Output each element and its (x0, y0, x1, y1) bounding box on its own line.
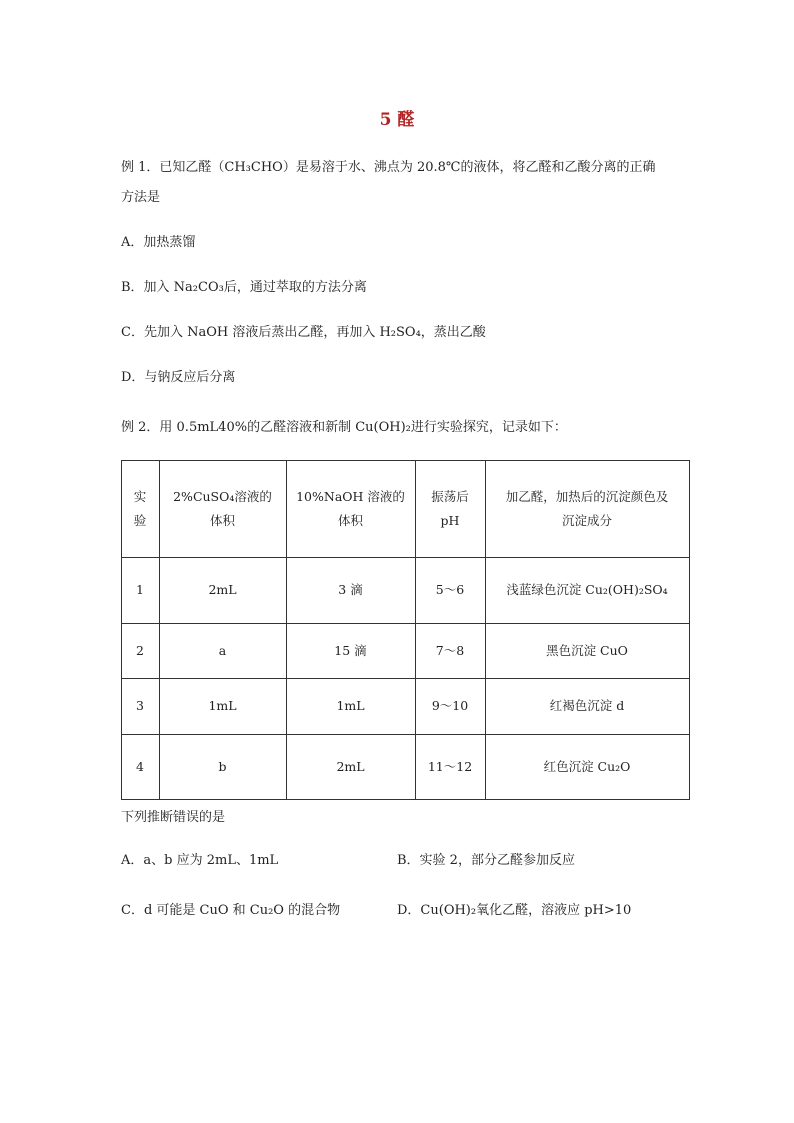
table-cell: 1mL (336, 698, 365, 713)
table-cell: 2mL (208, 582, 237, 597)
table-cell: 2mL (336, 758, 365, 774)
example-1-stem-line-1: 例 1．已知乙醛（CH₃CHO）是易溶于水、沸点为 20.8℃的液体，将乙醛和乙酸分离的正确 (121, 160, 656, 175)
table-cell: 红色沉淀 Cu₂O (543, 758, 631, 774)
example-2-option-d: D．Cu(OH)₂氧化乙醛，溶液应 pH>10 (397, 903, 632, 918)
table-cell: 黑色沉淀 CuO (546, 642, 628, 658)
table-cell: 1mL (208, 698, 237, 713)
example-2-stem: 例 2．用 0.5mL40%的乙醛溶液和新制 Cu(OH)₂进行实验探究，记录如下： (121, 420, 567, 435)
example-2-option-b: B．实验 2，部分乙醛参加反应 (397, 853, 575, 868)
table-cell: 5～6 (435, 582, 465, 597)
page-title: 5 醛 (379, 110, 415, 130)
example-2-option-a: A．a、b 应为 2mL、1mL (121, 853, 279, 868)
experiment-table (121, 460, 690, 800)
example-1-option-a: A．加热蒸馏 (121, 235, 196, 250)
example-1-option-b: B．加入 Na₂CO₃后，通过萃取的方法分离 (121, 280, 367, 295)
table-cell: 3 滴 (338, 582, 363, 597)
table-header-cell: 10%NaOH 溶液的 体积 (296, 488, 405, 528)
table-cell: 3 (136, 698, 144, 713)
table-cell: 4 (136, 758, 144, 774)
table-cell: 2 (136, 642, 144, 658)
example-1-option-c: C．先加入 NaOH 溶液后蒸出乙醛，再加入 H₂SO₄，蒸出乙酸 (121, 325, 486, 340)
table-cell: 浅蓝绿色沉淀 Cu₂(OH)₂SO₄ (506, 582, 668, 597)
table-cell: 11～12 (427, 758, 473, 774)
table-header-cell: 加乙醛，加热后的沉淀颜色及 沉淀成分 (505, 488, 669, 528)
table-cell: 7～8 (435, 642, 465, 658)
table-header-cell: 实 验 (133, 488, 147, 528)
table-cell: a (218, 642, 227, 658)
table-cell: 9～10 (431, 698, 469, 713)
example-2-question: 下列推断错误的是 (121, 810, 226, 825)
table-cell: b (218, 758, 227, 774)
table-header-cell: 2%CuSO₄溶液的 体积 (173, 488, 272, 528)
example-2-option-c: C．d 可能是 CuO 和 Cu₂O 的混合物 (121, 903, 341, 918)
table-cell: 红褐色沉淀 d (549, 698, 625, 713)
table-cell: 15 滴 (334, 642, 367, 658)
example-1-stem-line-2: 方法是 (121, 190, 161, 205)
example-1-option-d: D．与钠反应后分离 (121, 370, 236, 385)
table-header-cell: 振荡后 pH (431, 488, 469, 528)
table-cell: 1 (136, 582, 144, 597)
